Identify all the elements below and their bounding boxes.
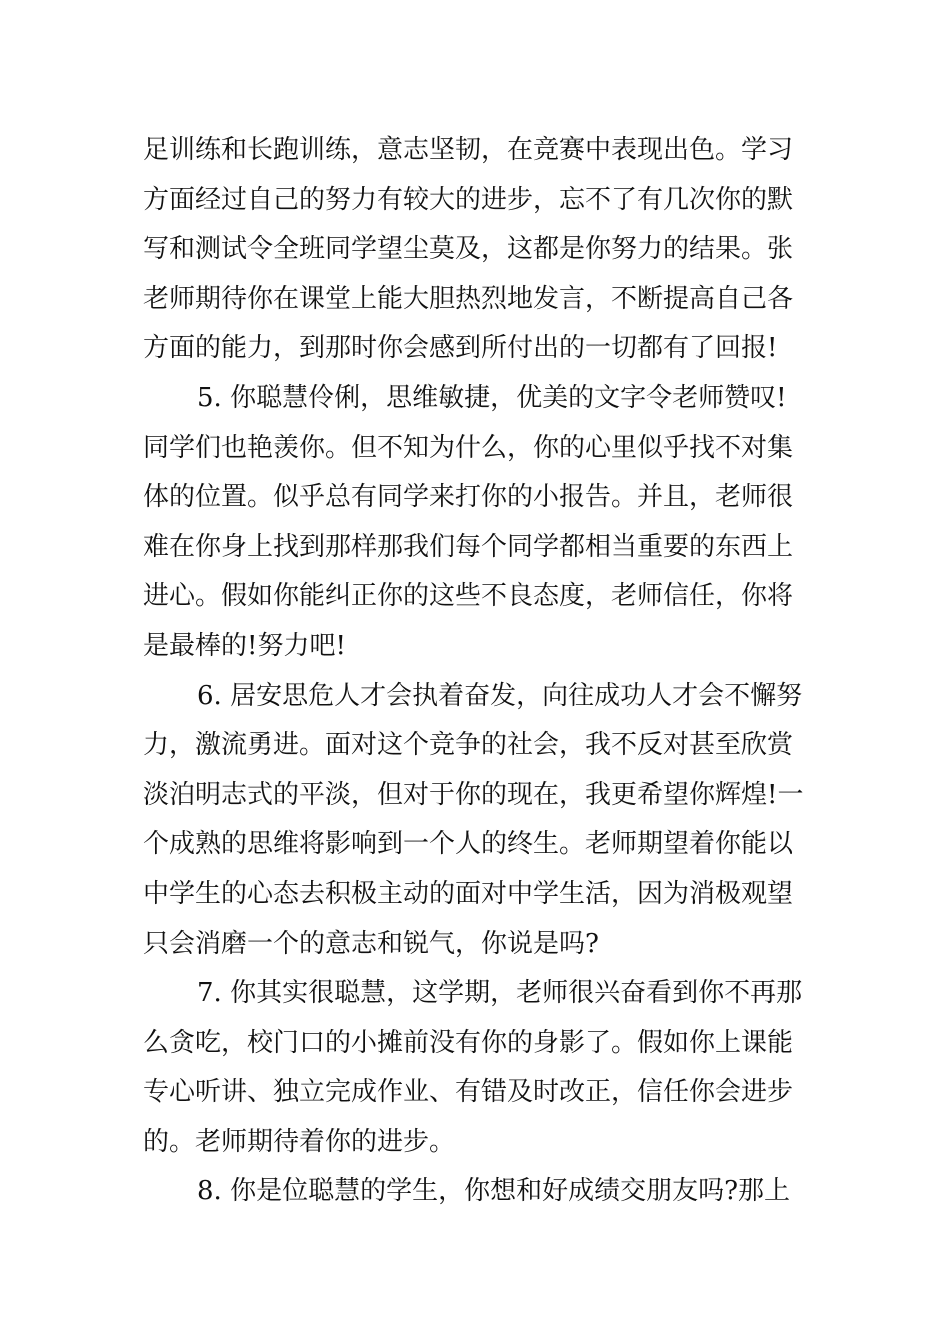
text-line: 方面经过自己的努力有较大的进步，忘不了有几次你的默 bbox=[143, 184, 794, 215]
text-line: 专心听讲、独立完成作业、有错及时改正，信任你会进步 bbox=[143, 1077, 794, 1108]
text-line: 足训练和长跑训练，意志坚韧，在竞赛中表现出色。学习 bbox=[143, 135, 794, 165]
text-line: 个成熟的思维将影响到一个人的终生。老师期望着你能以 bbox=[143, 829, 794, 860]
text-line: 只会消磨一个的意志和锐气，你说是吗? bbox=[143, 928, 599, 959]
text-line: 同学们也艳羡你。但不知为什么，你的心里似乎找不对集 bbox=[143, 432, 794, 463]
text-line: 难在你身上找到那样那我们每个同学都相当重要的东西上 bbox=[143, 531, 794, 562]
text-line: 力，激流勇进。面对这个竞争的社会，我不反对甚至欣赏 bbox=[143, 730, 794, 761]
paragraph-start-7: 7. 你其实很聪慧，这学期，老师很兴奋看到你不再那 bbox=[197, 978, 803, 1009]
text-line: 的。老师期待着你的进步。 bbox=[143, 1126, 456, 1157]
text-line: 体的位置。似乎总有同学来打你的小报告。并且，老师很 bbox=[143, 482, 794, 513]
paragraph-start-6: 6. 居安思危人才会执着奋发，向往成功人才会不懈努 bbox=[197, 680, 803, 711]
text-line: 进心。假如你能纠正你的这些不良态度，老师信任，你将 bbox=[143, 581, 794, 612]
text-line: 方面的能力，到那时你会感到所付出的一切都有了回报! bbox=[143, 333, 778, 364]
text-line: 是最棒的!努力吧! bbox=[143, 630, 346, 661]
text-line: 么贪吃，校门口的小摊前没有你的身影了。假如你上课能 bbox=[143, 1027, 794, 1058]
document-body bbox=[143, 126, 807, 1217]
paragraph-start-8: 8. 你是位聪慧的学生，你想和好成绩交朋友吗?那上 bbox=[197, 1176, 791, 1207]
text-line: 老师期待你在课堂上能大胆热烈地发言，不断提高自己各 bbox=[143, 283, 794, 314]
text-line: 淡泊明志式的平淡，但对于你的现在，我更希望你辉煌!一 bbox=[143, 779, 804, 810]
paragraph-start-5: 5. 你聪慧伶俐，思维敏捷，优美的文字令老师赞叹! bbox=[197, 382, 787, 413]
text-line: 中学生的心态去积极主动的面对中学生活，因为消极观望 bbox=[143, 878, 794, 909]
text-line: 写和测试令全班同学望尘莫及，这都是你努力的结果。张 bbox=[143, 234, 794, 265]
